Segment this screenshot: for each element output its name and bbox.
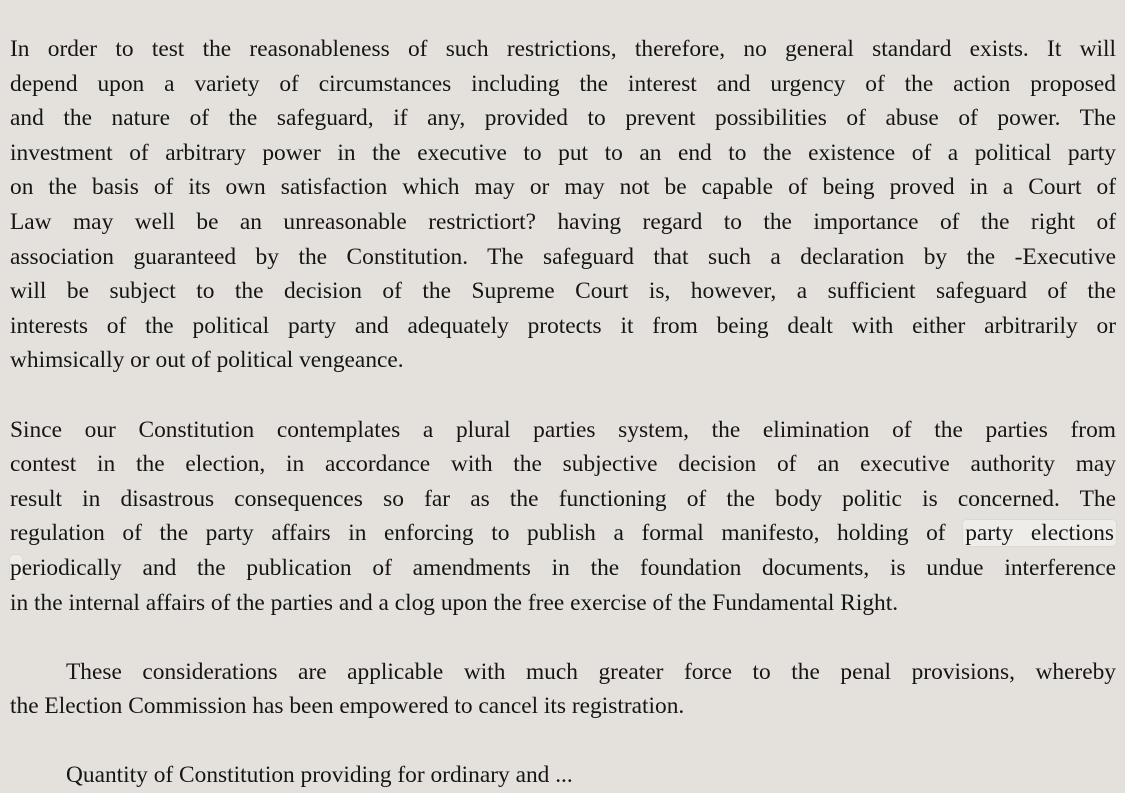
paragraph-partial-cutoff	[10, 758, 1116, 793]
paragraph-reasonableness	[10, 32, 1116, 378]
text-line	[10, 551, 1116, 586]
text-line: association guaranteed by the Constitution. The safeguard that such a declaration by the -Executive	[10, 243, 1116, 270]
text-segment: eriodically and the publication of amendments in the foundation documents, is undue interference	[21, 554, 1116, 581]
paragraph-penal-provisions	[10, 655, 1116, 724]
text-line: In order to test the reasonableness of such restrictions, therefore, no general standard exists. It will	[10, 36, 1116, 62]
text-line: on the basis of its own satisfaction which may or may not be capable of being proved in a Court of	[10, 174, 1116, 201]
text-line: depend upon a variety of circumstances including the interest and urgency of the action proposed	[10, 70, 1116, 97]
document-body	[10, 32, 1116, 793]
selection-handle[interactable]: p	[10, 554, 22, 581]
text-line: the Election Commission has been empowered to cancel its registration.	[10, 693, 685, 720]
text-line: interests of the political party and adequately protects it from being dealt with either arbitrarily or	[10, 312, 1116, 339]
text-line: Law may well be an unreasonable restrictiort? having regard to the importance of the right of	[10, 208, 1116, 235]
text-line: Quantity of Constitution providing for ordinary and ...	[66, 762, 573, 789]
text-line: in the internal affairs of the parties and a clog upon the free exercise of the Fundamental Right.	[10, 589, 899, 616]
text-selection-highlight[interactable]: party elections	[965, 520, 1114, 547]
text-line: contest in the election, in accordance with the subjective decision of an executive authority may	[10, 451, 1116, 478]
text-line: These considerations are applicable with much greater force to the penal provisions, whereby	[66, 658, 1116, 685]
text-line: whimsically or out of political vengeance.	[10, 347, 404, 374]
text-line: and the nature of the safeguard, if any, provided to prevent possibilities of abuse of power. The	[10, 105, 1116, 132]
text-line: investment of arbitrary power in the executive to put to an end to the existence of a political party	[10, 139, 1116, 166]
paragraph-gap	[10, 620, 1116, 655]
text-line: will be subject to the decision of the Supreme Court is, however, a sufficient safeguard of the	[10, 278, 1116, 305]
text-line: Since our Constitution contemplates a plural parties system, the elimination of the parties from	[10, 416, 1116, 443]
paragraph-gap	[10, 378, 1116, 413]
paragraph-gap	[10, 724, 1116, 759]
text-segment: regulation of the party affairs in enforcing to publish a formal manifesto, holding of	[10, 520, 946, 547]
text-line: result in disastrous consequences so far as the functioning of the body politic is concerned. The	[10, 485, 1116, 512]
paragraph-plural-parties	[10, 413, 1116, 621]
text-line	[10, 516, 1116, 551]
